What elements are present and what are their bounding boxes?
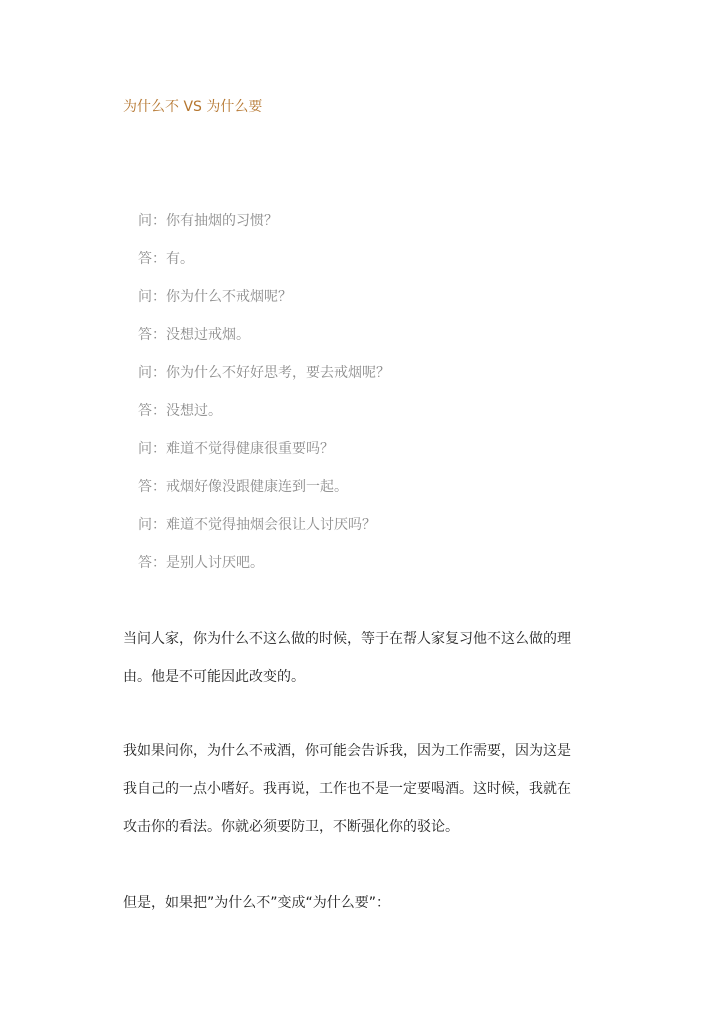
article-heading: 为什么不 VS 为什么要 — [123, 99, 263, 115]
dialogue-answer: 答：戒烟好像没跟健康连到一起。 — [138, 479, 348, 495]
paragraph-line: 由。他是不可能因此改变的。 — [123, 669, 305, 685]
dialogue-answer: 答：没想过戒烟。 — [138, 327, 250, 343]
paragraph-line: 攻击你的看法。你就必须要防卫，不断强化你的驳论。 — [123, 819, 459, 835]
dialogue-answer: 答：没想过。 — [138, 403, 222, 419]
dialogue-answer: 答：有。 — [138, 251, 194, 267]
dialogue-question: 问：你为什么不好好思考，要去戒烟呢？ — [138, 365, 390, 381]
paragraph-line: 但是，如果把”为什么不”变成“为什么要”： — [123, 895, 391, 911]
paragraph-line: 我自己的一点小嗜好。我再说，工作也不是一定要喝酒。这时候，我就在 — [123, 781, 571, 797]
dialogue-question: 问：难道不觉得抽烟会很让人讨厌吗？ — [138, 517, 376, 533]
dialogue-question: 问：你为什么不戒烟呢？ — [138, 289, 292, 305]
paragraph-line: 我如果问你，为什么不戒酒，你可能会告诉我，因为工作需要，因为这是 — [123, 743, 571, 759]
body-paragraph — [123, 893, 603, 931]
dialogue-answer: 答：是别人讨厌吧。 — [138, 555, 264, 571]
dialogue-question: 问：你有抽烟的习惯？ — [138, 213, 278, 229]
body-paragraph — [123, 741, 603, 855]
paragraph-line: 当问人家，你为什么不这么做的时候，等于在帮人家复习他不这么做的理 — [123, 631, 571, 647]
dialogue-question: 问：难道不觉得健康很重要吗？ — [138, 441, 334, 457]
body-paragraph — [123, 629, 603, 705]
dialogue-list — [138, 211, 390, 591]
